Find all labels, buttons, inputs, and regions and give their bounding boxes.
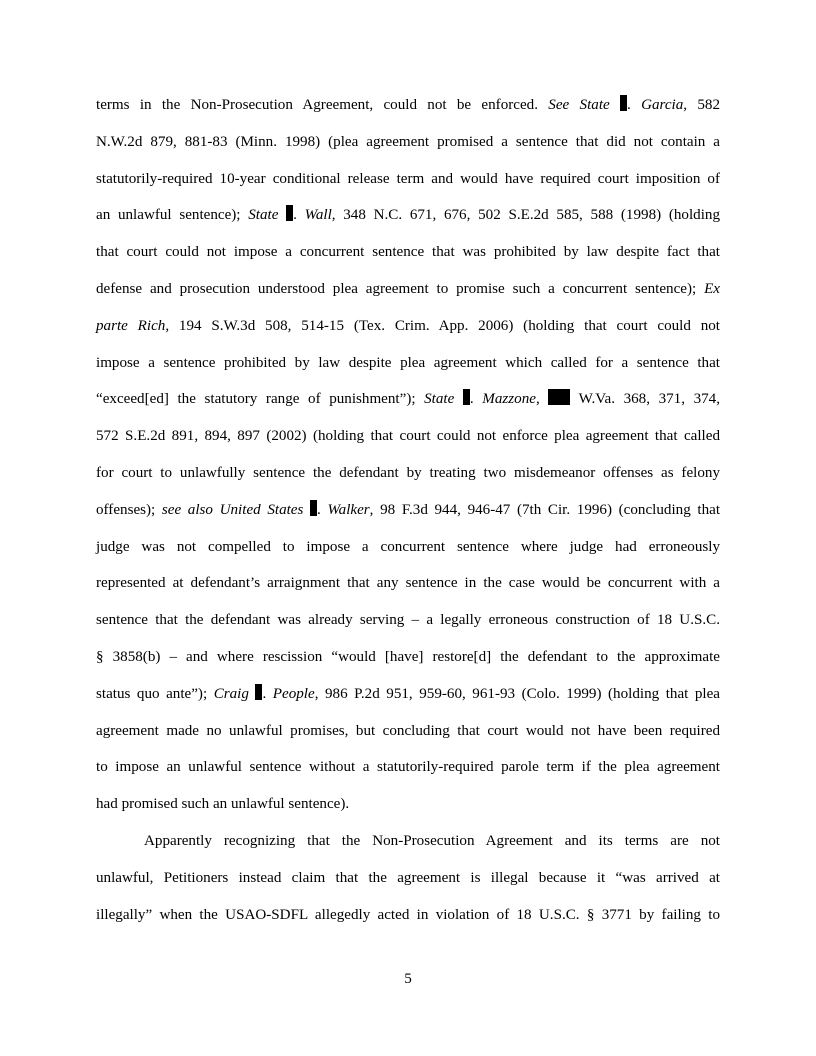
text-line: represented at defendant’s arraignment that any sentence in the case would be concurrent with a [96, 575, 720, 592]
text-line: “exceed[ed] the statutory range of punishment”); State . Mazzone, W.Va. 368, 371, 374, [96, 391, 721, 408]
document-body [96, 87, 720, 933]
text-line: unlawful, Petitioners instead claim that the agreement is illegal because it “was arrived at [96, 869, 720, 886]
text-line: terms in the Non-Prosecution Agreement, could not be enforced. See State . Garcia, 582 [96, 97, 721, 113]
text-line: parte Rich, 194 S.W.3d 508, 514-15 (Tex. Crim. App. 2006) (holding that court could not [96, 317, 720, 334]
text-line: an unlawful sentence); State . Wall, 348 N.C. 671, 676, 502 S.E.2d 585, 588 (1998) (holding [96, 207, 721, 224]
text-line: agreement made no unlawful promises, but concluding that court would not have been required [96, 722, 720, 739]
text-line: 572 S.E.2d 891, 894, 897 (2002) (holding that court could not enforce plea agreement that called [96, 428, 720, 445]
page-number: 5 [404, 971, 412, 987]
text-line: offenses); see also United States . Walker, 98 F.3d 944, 946-47 (7th Cir. 1996) (concluding that [96, 501, 721, 518]
text-line: that court could not impose a concurrent sentence that was prohibited by law despite fact that [96, 244, 720, 261]
text-line: § 3858(b) – and where rescission “would [have] restore[d] the defendant to the approximate [96, 648, 720, 665]
redaction-block [548, 389, 570, 405]
redaction-block [310, 500, 317, 516]
text-line: statutorily-required 10-year conditional release term and would have required court imposition of [96, 170, 720, 187]
redaction-block [463, 389, 470, 405]
text-line: to impose an unlawful sentence without a statutorily-required parole term if the plea agreement [96, 759, 720, 776]
redaction-block [620, 95, 627, 111]
text-line: sentence that the defendant was already serving – a legally erroneous construction of 18 U.S.C. [96, 612, 720, 629]
text-line: N.W.2d 879, 881-83 (Minn. 1998) (plea agreement promised a sentence that did not contain a [96, 133, 720, 150]
text-line: for court to unlawfully sentence the defendant by treating two misdemeanor offenses as felony [96, 464, 720, 481]
text-line: defense and prosecution understood plea agreement to promise such a concurrent sentence); Ex [96, 280, 720, 297]
text-line: status quo ante”); Craig . People, 986 P.2d 951, 959-60, 961-93 (Colo. 1999) (holding that plea [96, 685, 721, 702]
text-line: judge was not compelled to impose a concurrent sentence where judge had erroneously [96, 538, 720, 555]
text-line: Apparently recognizing that the Non-Prosecution Agreement and its terms are not [144, 832, 720, 849]
text-line: impose a sentence prohibited by law despite plea agreement which called for a sentence that [96, 354, 720, 371]
text-line: illegally” when the USAO-SDFL allegedly acted in violation of 18 U.S.C. § 3771 by failing to [96, 906, 720, 923]
text-line: had promised such an unlawful sentence). [96, 796, 350, 813]
